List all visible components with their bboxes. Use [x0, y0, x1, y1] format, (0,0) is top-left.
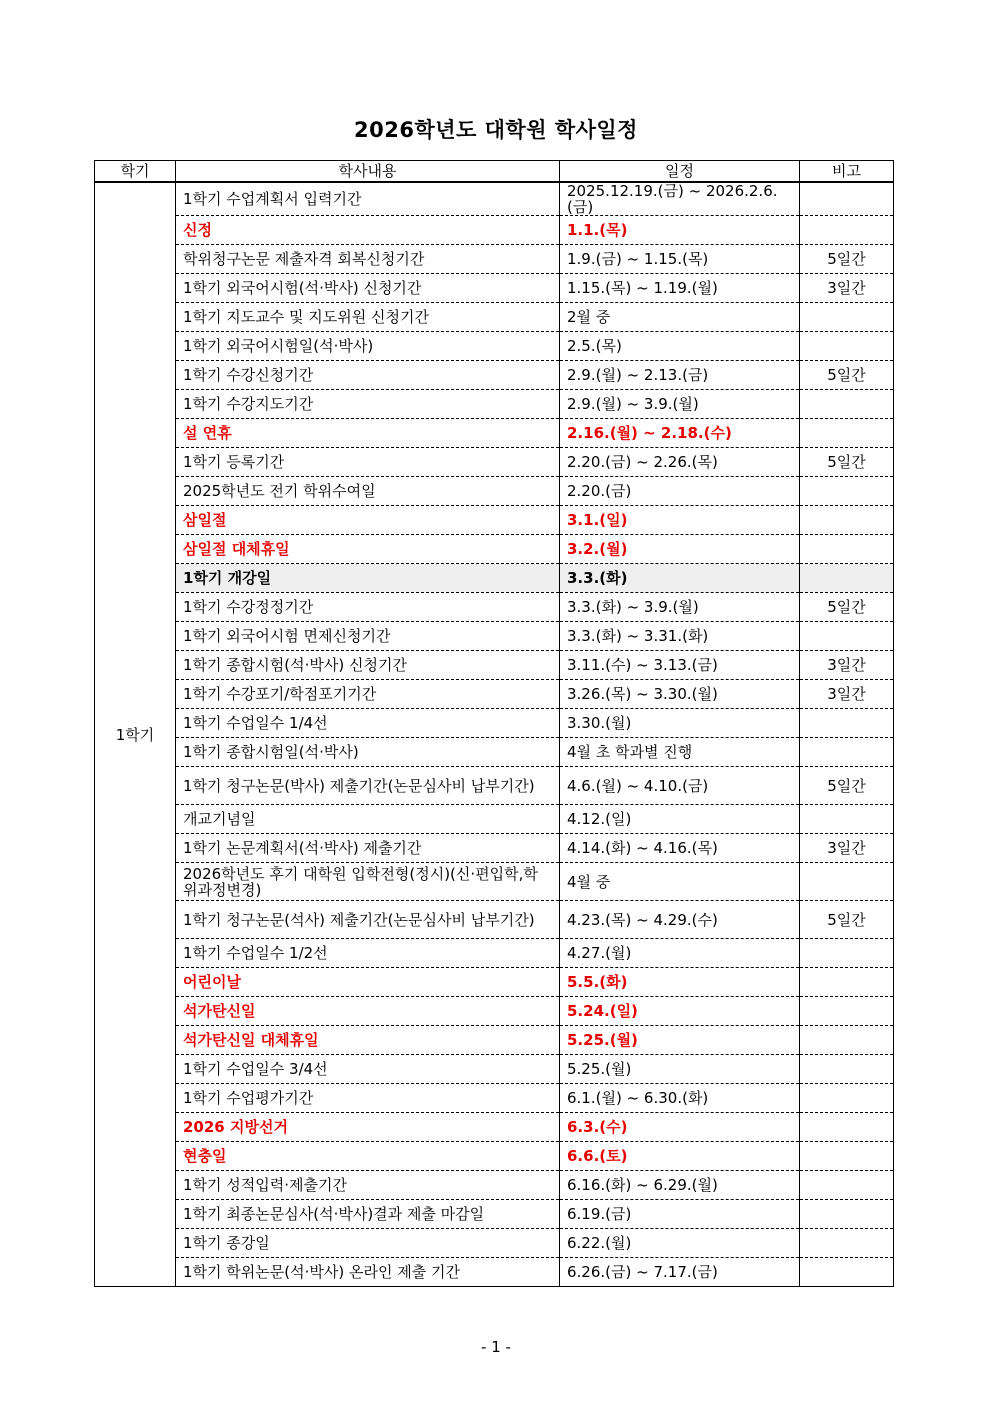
- header-schedule: 일정: [560, 161, 800, 183]
- schedule-cell: 1.9.(금) ~ 1.15.(목): [560, 245, 800, 274]
- content-cell: 1학기 개강일: [176, 564, 560, 593]
- schedule-cell: 2025.12.19.(금) ~ 2026.2.6.(금): [560, 182, 800, 216]
- schedule-cell: 6.3.(수): [560, 1113, 800, 1142]
- note-cell: [800, 332, 894, 361]
- note-cell: [800, 535, 894, 564]
- note-cell: [800, 863, 894, 901]
- note-cell: [800, 1026, 894, 1055]
- note-cell: 3일간: [800, 680, 894, 709]
- table-row: [95, 332, 894, 361]
- content-cell: 삼일절 대체휴일: [176, 535, 560, 564]
- content-cell: 1학기 종강일: [176, 1229, 560, 1258]
- content-cell: 1학기 외국어시험(석·박사) 신청기간: [176, 274, 560, 303]
- table-row: [95, 863, 894, 901]
- content-cell: 1학기 수업계획서 입력기간: [176, 182, 560, 216]
- content-cell: 1학기 종합시험일(석·박사): [176, 738, 560, 767]
- content-cell: 2025학년도 전기 학위수여일: [176, 477, 560, 506]
- table-row: [95, 216, 894, 245]
- content-cell: 1학기 최종논문심사(석·박사)결과 제출 마감일: [176, 1200, 560, 1229]
- note-cell: [800, 1113, 894, 1142]
- content-cell: 1학기 수강지도기간: [176, 390, 560, 419]
- table-row: [95, 361, 894, 390]
- content-cell: 1학기 종합시험(석·박사) 신청기간: [176, 651, 560, 680]
- schedule-cell: 4월 초 학과별 진행: [560, 738, 800, 767]
- content-cell: 개교기념일: [176, 805, 560, 834]
- content-cell: 1학기 외국어시험 면제신청기간: [176, 622, 560, 651]
- content-cell: 1학기 성적입력·제출기간: [176, 1171, 560, 1200]
- note-cell: [800, 182, 894, 216]
- table-row: [95, 651, 894, 680]
- table-row: [95, 1113, 894, 1142]
- content-cell: 신정: [176, 216, 560, 245]
- schedule-cell: 3.1.(일): [560, 506, 800, 535]
- note-cell: [800, 738, 894, 767]
- note-cell: [800, 419, 894, 448]
- content-cell: 1학기 외국어시험일(석·박사): [176, 332, 560, 361]
- note-cell: [800, 1258, 894, 1287]
- header-semester: 학기: [95, 161, 176, 183]
- schedule-cell: 6.16.(화) ~ 6.29.(월): [560, 1171, 800, 1200]
- table-row: [95, 564, 894, 593]
- schedule-cell: 2.20.(금): [560, 477, 800, 506]
- note-cell: [800, 1200, 894, 1229]
- schedule-cell: 2.9.(월) ~ 2.13.(금): [560, 361, 800, 390]
- schedule-cell: 1.1.(목): [560, 216, 800, 245]
- table-row: [95, 1084, 894, 1113]
- note-cell: [800, 216, 894, 245]
- note-cell: 5일간: [800, 361, 894, 390]
- note-cell: [800, 564, 894, 593]
- note-cell: [800, 1055, 894, 1084]
- table-row: [95, 997, 894, 1026]
- schedule-cell: 4.12.(일): [560, 805, 800, 834]
- content-cell: 학위청구논문 제출자격 회복신청기간: [176, 245, 560, 274]
- table-row: [95, 1026, 894, 1055]
- note-cell: [800, 506, 894, 535]
- schedule-cell: 4.6.(월) ~ 4.10.(금): [560, 767, 800, 805]
- schedule-cell: 3.3.(화): [560, 564, 800, 593]
- page-title: 2026학년도 대학원 학사일정: [354, 118, 638, 142]
- content-cell: 1학기 등록기간: [176, 448, 560, 477]
- table-row: [95, 1200, 894, 1229]
- note-cell: 5일간: [800, 245, 894, 274]
- note-cell: 5일간: [800, 593, 894, 622]
- table-row: [95, 968, 894, 997]
- note-cell: [800, 1171, 894, 1200]
- table-row: [95, 939, 894, 968]
- note-cell: [800, 1142, 894, 1171]
- content-cell: 석가탄신일: [176, 997, 560, 1026]
- schedule-cell: 6.22.(월): [560, 1229, 800, 1258]
- table-row: [95, 680, 894, 709]
- table-row: [95, 738, 894, 767]
- note-cell: [800, 939, 894, 968]
- page-number: - 1 -: [481, 1338, 511, 1356]
- table-row: [95, 419, 894, 448]
- table-row: [95, 477, 894, 506]
- note-cell: [800, 390, 894, 419]
- content-cell: 1학기 학위논문(석·박사) 온라인 제출 기간: [176, 1258, 560, 1287]
- schedule-cell: 6.1.(월) ~ 6.30.(화): [560, 1084, 800, 1113]
- table-row: [95, 805, 894, 834]
- table-row: [95, 1258, 894, 1287]
- content-cell: 2026 지방선거: [176, 1113, 560, 1142]
- content-cell: 1학기 수업일수 1/4선: [176, 709, 560, 738]
- table-row: [95, 390, 894, 419]
- schedule-cell: 5.25.(월): [560, 1026, 800, 1055]
- table-row: [95, 303, 894, 332]
- table-row: [95, 593, 894, 622]
- note-cell: 3일간: [800, 834, 894, 863]
- schedule-cell: 5.5.(화): [560, 968, 800, 997]
- semester-cell: 1학기: [95, 182, 176, 1287]
- content-cell: 삼일절: [176, 506, 560, 535]
- table-row: [95, 245, 894, 274]
- schedule-cell: 4.23.(목) ~ 4.29.(수): [560, 901, 800, 939]
- table-row: [95, 901, 894, 939]
- schedule-rows: [95, 182, 894, 1287]
- content-cell: 1학기 지도교수 및 지도위원 신청기간: [176, 303, 560, 332]
- content-cell: 1학기 수업일수 1/2선: [176, 939, 560, 968]
- content-cell: 설 연휴: [176, 419, 560, 448]
- schedule-cell: 5.24.(일): [560, 997, 800, 1026]
- note-cell: [800, 997, 894, 1026]
- table-row: [95, 709, 894, 738]
- table-row: [95, 535, 894, 564]
- note-cell: 5일간: [800, 448, 894, 477]
- table-row: [95, 1055, 894, 1084]
- schedule-cell: 6.19.(금): [560, 1200, 800, 1229]
- note-cell: [800, 477, 894, 506]
- table-row: [95, 274, 894, 303]
- content-cell: 석가탄신일 대체휴일: [176, 1026, 560, 1055]
- note-cell: 5일간: [800, 767, 894, 805]
- content-cell: 1학기 수업일수 3/4선: [176, 1055, 560, 1084]
- note-cell: [800, 1084, 894, 1113]
- schedule-cell: 2.20.(금) ~ 2.26.(목): [560, 448, 800, 477]
- schedule-cell: 2.5.(목): [560, 332, 800, 361]
- schedule-table: [94, 160, 894, 1287]
- content-cell: 2026학년도 후기 대학원 입학전형(정시)(신·편입학,학위과정변경): [176, 863, 560, 901]
- note-cell: [800, 709, 894, 738]
- content-cell: 1학기 수강신청기간: [176, 361, 560, 390]
- schedule-cell: 3.26.(목) ~ 3.30.(월): [560, 680, 800, 709]
- table-row: [95, 834, 894, 863]
- table-row: [95, 1229, 894, 1258]
- schedule-cell: 2.16.(월) ~ 2.18.(수): [560, 419, 800, 448]
- schedule-cell: 4.27.(월): [560, 939, 800, 968]
- header-content: 학사내용: [176, 161, 560, 183]
- schedule-cell: 4.14.(화) ~ 4.16.(목): [560, 834, 800, 863]
- schedule-cell: 2월 중: [560, 303, 800, 332]
- note-cell: [800, 1229, 894, 1258]
- schedule-cell: 3.11.(수) ~ 3.13.(금): [560, 651, 800, 680]
- content-cell: 1학기 수강정정기간: [176, 593, 560, 622]
- schedule-cell: 3.3.(화) ~ 3.31.(화): [560, 622, 800, 651]
- table-row: [95, 1142, 894, 1171]
- table-row: [95, 448, 894, 477]
- note-cell: [800, 303, 894, 332]
- note-cell: [800, 968, 894, 997]
- content-cell: 1학기 논문계획서(석·박사) 제출기간: [176, 834, 560, 863]
- note-cell: [800, 622, 894, 651]
- schedule-cell: 2.9.(월) ~ 3.9.(월): [560, 390, 800, 419]
- schedule-cell: 6.26.(금) ~ 7.17.(금): [560, 1258, 800, 1287]
- schedule-cell: 3.3.(화) ~ 3.9.(월): [560, 593, 800, 622]
- header-note: 비고: [800, 161, 894, 183]
- note-cell: 5일간: [800, 901, 894, 939]
- content-cell: 1학기 수강포기/학점포기기간: [176, 680, 560, 709]
- table-header-row: [95, 161, 894, 183]
- schedule-cell: 1.15.(목) ~ 1.19.(월): [560, 274, 800, 303]
- schedule-cell: 3.30.(월): [560, 709, 800, 738]
- note-cell: 3일간: [800, 274, 894, 303]
- content-cell: 현충일: [176, 1142, 560, 1171]
- note-cell: [800, 805, 894, 834]
- table-row: [95, 622, 894, 651]
- content-cell: 1학기 수업평가기간: [176, 1084, 560, 1113]
- schedule-cell: 6.6.(토): [560, 1142, 800, 1171]
- schedule-cell: 4월 중: [560, 863, 800, 901]
- table-row: [95, 506, 894, 535]
- content-cell: 1학기 청구논문(박사) 제출기간(논문심사비 납부기간): [176, 767, 560, 805]
- content-cell: 어린이날: [176, 968, 560, 997]
- table-row: [95, 1171, 894, 1200]
- schedule-cell: 5.25.(월): [560, 1055, 800, 1084]
- note-cell: 3일간: [800, 651, 894, 680]
- table-row: [95, 182, 894, 216]
- schedule-cell: 3.2.(월): [560, 535, 800, 564]
- table-row: [95, 767, 894, 805]
- content-cell: 1학기 청구논문(석사) 제출기간(논문심사비 납부기간): [176, 901, 560, 939]
